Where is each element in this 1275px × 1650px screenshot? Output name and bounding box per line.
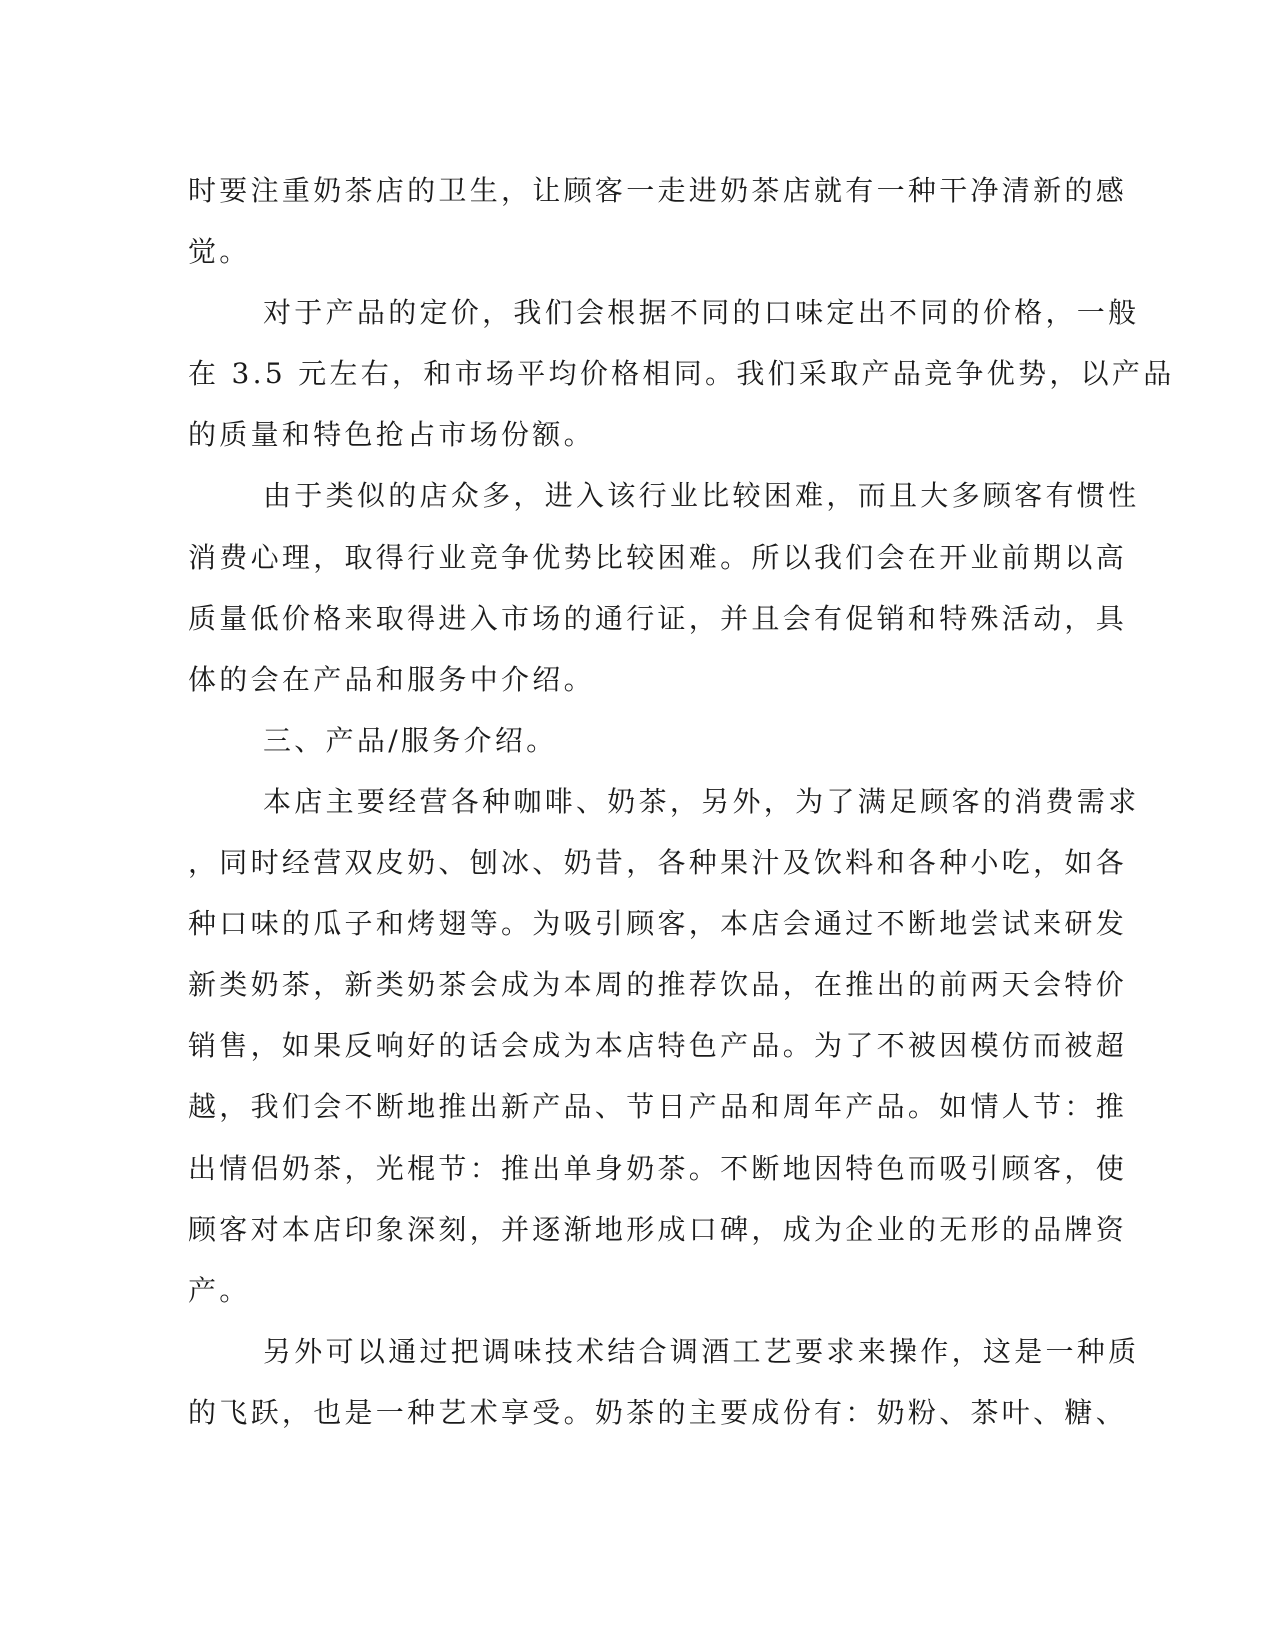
paragraph-start-line: 本店主要经营各种咖啡、奶茶，另外，为了满足顾客的消费需求 — [263, 784, 1140, 818]
body-text — [188, 160, 1175, 1443]
text-line: 的飞跃，也是一种艺术享受。奶茶的主要成份有：奶粉、茶叶、糖、 — [188, 1395, 1128, 1429]
text-line: 时要注重奶茶店的卫生，让顾客一走进奶茶店就有一种干净清新的感 — [188, 174, 1128, 207]
paragraph-start-line: 另外可以通过把调味技术结合调酒工艺要求来操作，这是一种质 — [263, 1334, 1140, 1368]
text-line: 体的会在产品和服务中介绍。 — [188, 662, 595, 696]
text-line: 消费心理，取得行业竞争优势比较困难。所以我们会在开业前期以高 — [188, 540, 1128, 574]
text-line: 越，我们会不断地推出新产品、节日产品和周年产品。如情人节：推 — [188, 1090, 1128, 1124]
text-line: 新类奶茶，新类奶茶会成为本周的推荐饮品，在推出的前两天会特价 — [188, 968, 1128, 1002]
text-line: 产。 — [188, 1273, 251, 1307]
text-line: 质量低价格来取得进入市场的通行证，并且会有促销和特殊活动，具 — [188, 601, 1128, 635]
paragraph-start-line: 由于类似的店众多，进入该行业比较困难，而且大多顾客有惯性 — [263, 479, 1140, 513]
section-heading: 三、产品/服务介绍。 — [263, 723, 558, 757]
text-line: 出情侣奶茶，光棍节：推出单身奶茶。不断地因特色而吸引顾客，使 — [188, 1151, 1128, 1185]
text-line: 在 3.5 元左右，和市场平均价格相同。我们采取产品竞争优势，以产品 — [188, 357, 1175, 391]
text-line: 顾客对本店印象深刻，并逐渐地形成口碑，成为企业的无形的品牌资 — [188, 1212, 1128, 1246]
text-line: 销售，如果反响好的话会成为本店特色产品。为了不被因模仿而被超 — [188, 1029, 1128, 1063]
text-line: ，同时经营双皮奶、刨冰、奶昔，各种果汁及饮料和各种小吃，如各 — [188, 846, 1128, 880]
text-line: 的质量和特色抢占市场份额。 — [188, 418, 595, 452]
paragraph-start-line: 对于产品的定价，我们会根据不同的口味定出不同的价格，一般 — [263, 296, 1140, 330]
text-line: 种口味的瓜子和烤翅等。为吸引顾客，本店会通过不断地尝试来研发 — [188, 907, 1128, 941]
text-line: 觉。 — [188, 235, 251, 269]
